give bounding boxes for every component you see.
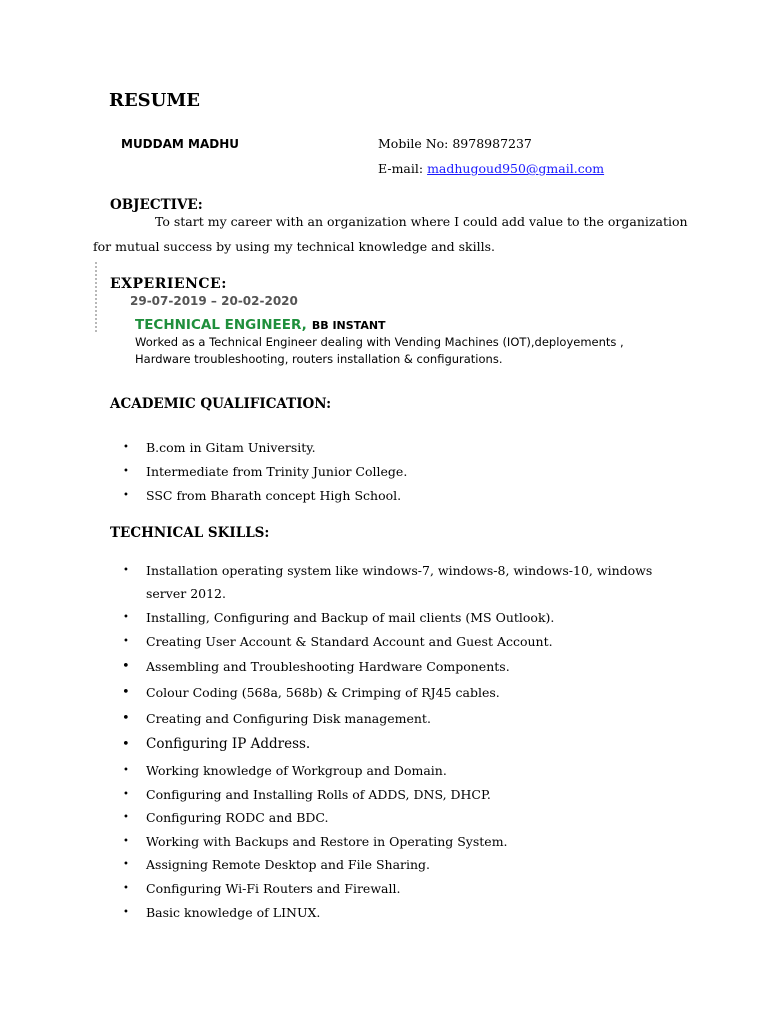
academic-item: B.com in Gitam University. — [146, 440, 316, 455]
experience-desc-line2: Hardware troubleshooting, routers installation & configurations. — [135, 352, 503, 366]
bullet-icon: • — [123, 565, 129, 576]
experience-heading: EXPERIENCE: — [110, 276, 227, 292]
skill-item: Colour Coding (568a, 568b) & Crimping of RJ45 cables. — [146, 685, 500, 700]
bullet-icon: • — [122, 659, 130, 674]
skill-item: Creating User Account & Standard Account and Guest Account. — [146, 634, 553, 649]
skill-item: Installing, Configuring and Backup of mail clients (MS Outlook). — [146, 610, 555, 625]
email-link[interactable]: madhugoud950@gmail.com — [427, 161, 605, 176]
experience-border — [95, 262, 97, 332]
candidate-name: MUDDAM MADHU — [121, 137, 239, 151]
bullet-icon: • — [123, 907, 129, 918]
email-label: E-mail: — [378, 161, 424, 176]
bullet-icon: • — [123, 789, 129, 800]
experience-company: BB INSTANT — [311, 319, 386, 332]
mobile-value: 8978987237 — [452, 136, 532, 151]
page-title: RESUME — [109, 90, 201, 111]
objective-text-line2: for mutual success by using my technical knowledge and skills. — [93, 239, 495, 254]
experience-dates: 29-07-2019 – 20-02-2020 — [130, 294, 298, 308]
mobile-line — [378, 136, 532, 151]
objective-text-line1: To start my career with an organization where I could add value to the organization — [155, 214, 688, 229]
academic-heading: ACADEMIC QUALIFICATION: — [110, 396, 332, 412]
experience-role: TECHNICAL ENGINEER, — [135, 317, 307, 333]
experience-role-line — [135, 314, 386, 333]
mobile-label: Mobile No: — [378, 136, 449, 151]
bullet-icon: • — [123, 636, 129, 647]
email-line — [378, 161, 604, 176]
skill-item: Creating and Configuring Disk management. — [146, 711, 431, 726]
bullet-icon: • — [122, 685, 130, 700]
skill-item-line1: Installation operating system like windows-7, windows-8, windows-10, windows — [146, 563, 653, 578]
skill-item: Configuring IP Address. — [146, 736, 311, 752]
bullet-icon: • — [123, 442, 129, 453]
bullet-icon: • — [123, 812, 129, 823]
skills-heading: TECHNICAL SKILLS: — [110, 525, 270, 541]
academic-item: Intermediate from Trinity Junior College. — [146, 464, 408, 479]
skill-item-line2: server 2012. — [146, 586, 226, 601]
bullet-icon: • — [123, 859, 129, 870]
bullet-icon: • — [123, 765, 129, 776]
experience-desc-line1: Worked as a Technical Engineer dealing with Vending Machines (IOT),deployements , — [135, 335, 624, 349]
skill-item: Working knowledge of Workgroup and Domain. — [146, 763, 447, 778]
bullet-icon: • — [122, 737, 130, 752]
bullet-icon: • — [123, 883, 129, 894]
bullet-icon: • — [123, 490, 129, 501]
bullet-icon: • — [123, 612, 129, 623]
skill-item: Configuring Wi-Fi Routers and Firewall. — [146, 881, 401, 896]
skill-item: Assigning Remote Desktop and File Sharing. — [146, 857, 431, 872]
skill-item: Configuring RODC and BDC. — [146, 810, 329, 825]
academic-item: SSC from Bharath concept High School. — [146, 488, 402, 503]
bullet-icon: • — [122, 711, 130, 726]
skill-item: Configuring and Installing Rolls of ADDS, DNS, DHCP. — [146, 787, 491, 802]
objective-heading: OBJECTIVE: — [110, 197, 203, 213]
bullet-icon: • — [123, 466, 129, 477]
skill-item: Working with Backups and Restore in Operating System. — [146, 834, 508, 849]
skill-item: Basic knowledge of LINUX. — [146, 905, 321, 920]
skill-item: Assembling and Troubleshooting Hardware Components. — [146, 659, 510, 674]
bullet-icon: • — [123, 836, 129, 847]
